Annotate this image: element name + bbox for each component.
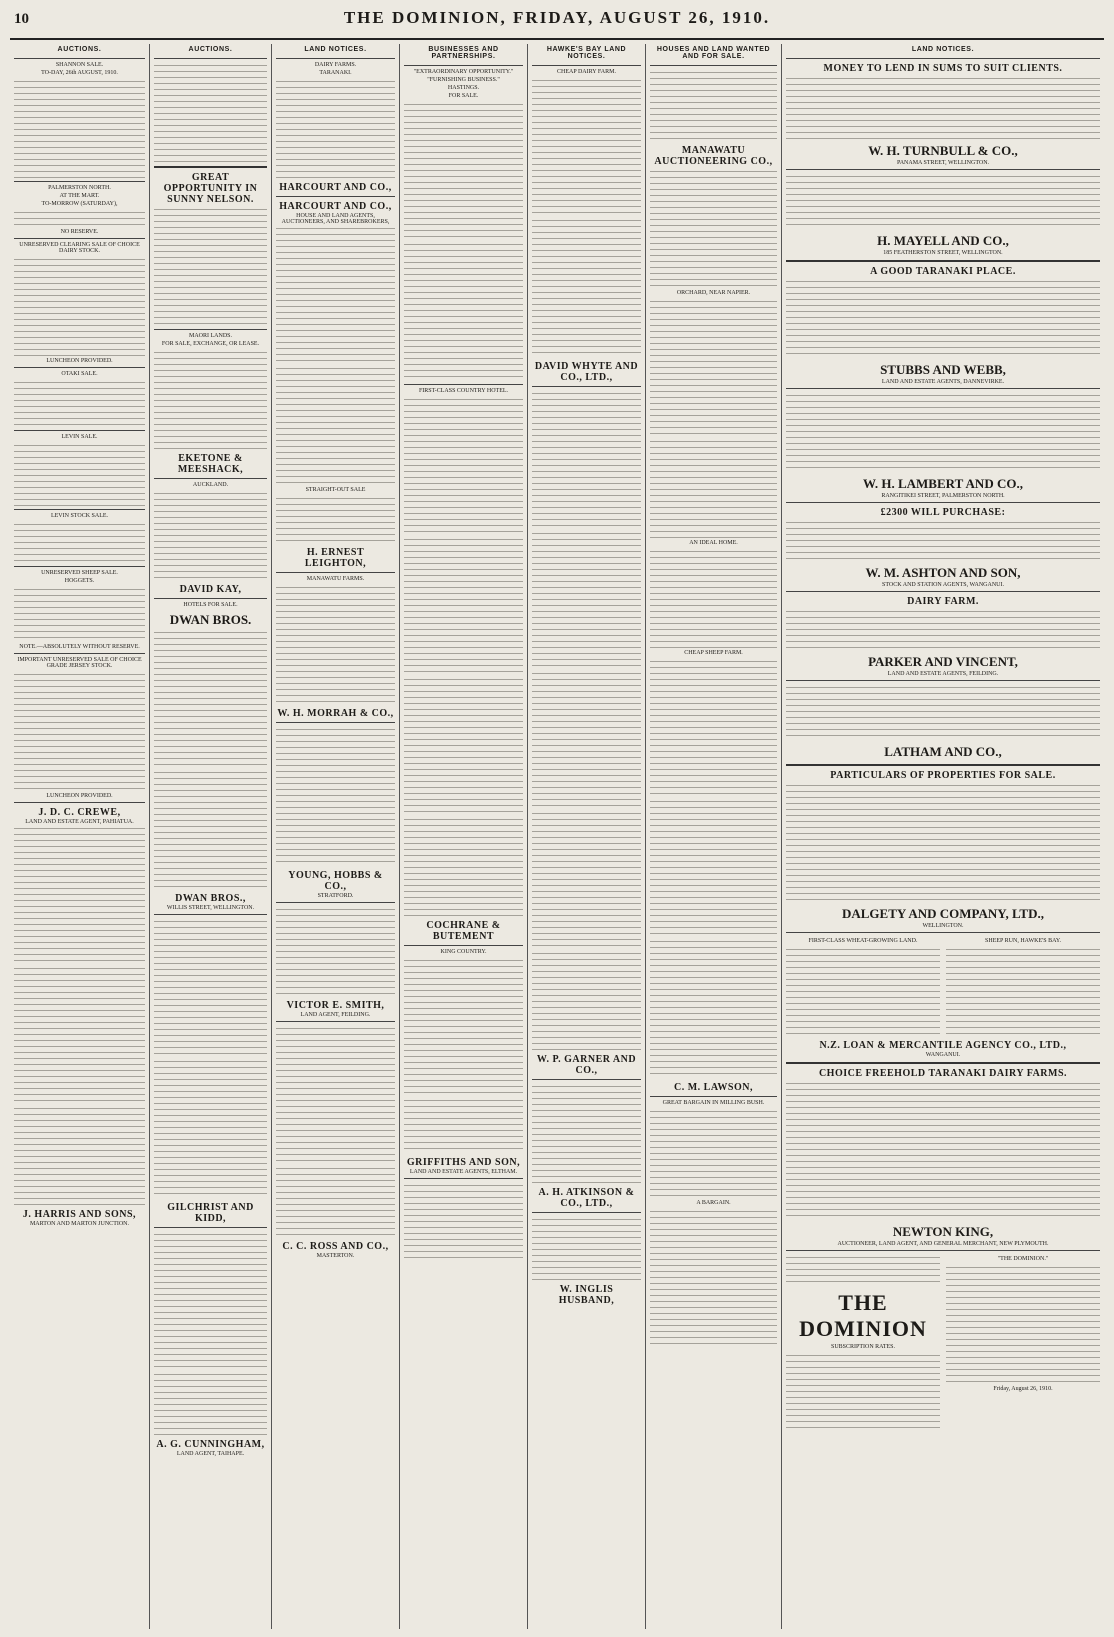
manawatu-farms: MANAWATU FARMS. bbox=[306, 576, 365, 582]
ashton-sub: STOCK AND STATION AGENTS, WANGANUI. bbox=[882, 582, 1004, 588]
column-5 bbox=[528, 44, 646, 1629]
column-7 bbox=[782, 44, 1104, 1629]
furnishing: "FURNISHING BUSINESS." bbox=[427, 77, 500, 83]
extraordinary: "EXTRAORDINARY OPPORTUNITY." bbox=[413, 69, 514, 75]
tomorrow: TO-MORROW (SATURDAY), bbox=[41, 201, 118, 207]
griffiths: GRIFFITHS AND SON, bbox=[406, 1157, 521, 1168]
money-to-lend: MONEY TO LEND IN SUMS TO SUIT CLIENTS. bbox=[823, 63, 1063, 74]
nz-loan: N.Z. LOAN & MERCANTILE AGENCY CO., LTD., bbox=[819, 1040, 1067, 1051]
harcourt-1: HARCOURT AND CO., bbox=[279, 182, 392, 193]
column-2 bbox=[150, 44, 272, 1629]
great-bargain: GREAT BARGAIN IN MILLING BUSH. bbox=[662, 1100, 765, 1106]
col4-header: BUSINESSES AND PARTNERSHIPS. bbox=[428, 46, 499, 60]
lawson: C. M. LAWSON, bbox=[673, 1082, 753, 1093]
col2-header: AUCTIONS. bbox=[188, 46, 233, 53]
cochrane: COCHRANE & BUTEMENT bbox=[426, 920, 501, 942]
hoggets: HOGGETS. bbox=[64, 578, 95, 584]
cheap-dairy-farm: CHEAP DAIRY FARM. bbox=[557, 69, 616, 75]
dwan-sub: WILLIS STREET, WELLINGTON. bbox=[166, 905, 255, 911]
king-country: KING COUNTRY. bbox=[440, 949, 487, 955]
col3-header: LAND NOTICES. bbox=[304, 46, 367, 53]
columns bbox=[10, 44, 1104, 1629]
column-6 bbox=[646, 44, 782, 1629]
straight-out-sale: STRAIGHT-OUT SALE bbox=[305, 487, 366, 493]
young-hobbs: YOUNG, HOBBS & CO., bbox=[288, 870, 383, 892]
cunningham-sub: LAND AGENT, TAIHAPE. bbox=[176, 1451, 245, 1457]
maori-lands: MAORI LANDS. bbox=[188, 333, 232, 339]
for-sale-lease: FOR SALE, EXCHANGE, OR LEASE. bbox=[161, 341, 260, 347]
newton-king: NEWTON KING, bbox=[892, 1224, 994, 1239]
will-purchase: £2300 WILL PURCHASE: bbox=[880, 507, 1006, 518]
ashton: W. M. ASHTON AND SON, bbox=[865, 565, 1021, 580]
mayell-sub: 185 FEATHERSTON STREET, WELLINGTON. bbox=[883, 250, 1003, 256]
garner: W. P. GARNER AND CO., bbox=[536, 1054, 637, 1076]
mayell: H. MAYELL AND CO., bbox=[877, 233, 1009, 248]
young-sub: STRATFORD. bbox=[317, 893, 354, 899]
smith-sub: LAND AGENT, FEILDING. bbox=[300, 1012, 371, 1018]
dairy-farms: DAIRY FARMS. bbox=[314, 62, 357, 68]
orchard: ORCHARD, NEAR NAPIER. bbox=[676, 290, 751, 296]
great-opportunity: GREAT OPPORTUNITY IN SUNNY NELSON. bbox=[163, 172, 258, 205]
otaki-sale: OTAKI SALE. bbox=[61, 371, 98, 377]
hastings: HASTINGS. bbox=[447, 85, 480, 91]
atkinson: A. H. ATKINSON & CO., LTD., bbox=[538, 1187, 635, 1209]
david-kay: DAVID KAY, bbox=[179, 584, 242, 595]
inglis: W. INGLIS HUSBAND, bbox=[558, 1284, 615, 1306]
eketone: EKETONE & MEESHACK, bbox=[177, 453, 244, 475]
date-line: Friday, August 26, 1910. bbox=[993, 1386, 1053, 1392]
crewe-sub: LAND AND ESTATE AGENT, PAHIATUA. bbox=[25, 819, 134, 825]
dairy-farm: DAIRY FARM. bbox=[907, 596, 979, 607]
hotels-for-sale: HOTELS FOR SALE. bbox=[183, 602, 238, 608]
turnbull: W. H. TURNBULL & CO., bbox=[868, 143, 1018, 158]
masthead bbox=[10, 8, 1104, 40]
choice-taranaki: CHOICE FREEHOLD TARANAKI DAIRY FARMS. bbox=[818, 1068, 1068, 1079]
harris-name: J. HARRIS AND SONS, bbox=[22, 1209, 137, 1220]
dalgety-sub: WELLINGTON. bbox=[922, 923, 964, 929]
newton-sub: AUCTIONEER, LAND AGENT, AND GENERAL MERCHANT, NEW PLYMOUTH. bbox=[837, 1241, 1049, 1247]
sheep-sale: UNRESERVED SHEEP SALE. bbox=[41, 570, 118, 576]
at-the-mart: AT THE MART. bbox=[59, 193, 100, 199]
crewe-name: J. D. C. CREWE, bbox=[38, 807, 121, 818]
taranaki: TARANAKI. bbox=[319, 70, 352, 76]
clearing-sale: UNRESERVED CLEARING SALE OF CHOICE DAIRY STOCK. bbox=[19, 242, 140, 254]
parker-vincent: PARKER AND VINCENT, bbox=[868, 654, 1018, 669]
subscription-rates: SUBSCRIPTION RATES. bbox=[830, 1344, 895, 1350]
particulars: PARTICULARS OF PROPERTIES FOR SALE. bbox=[830, 770, 1056, 781]
harris-sub: MARTON AND MARTON JUNCTION. bbox=[29, 1221, 130, 1227]
shannon-date: TO-DAY, 26th AUGUST, 1910. bbox=[41, 70, 118, 76]
leighton: H. ERNEST LEIGHTON, bbox=[304, 547, 367, 569]
note: NOTE.—ABSOLUTELY WITHOUT RESERVE. bbox=[19, 644, 140, 650]
dominion-row bbox=[786, 1254, 1100, 1432]
nz-loan-sub: WANGANUI. bbox=[925, 1052, 961, 1058]
griffiths-sub: LAND AND ESTATE AGENTS, ELTHAM. bbox=[409, 1169, 518, 1175]
stubbs-webb: STUBBS AND WEBB, bbox=[880, 362, 1006, 377]
no-reserve: NO RESERVE. bbox=[60, 229, 99, 235]
levin-sale: LEVIN SALE. bbox=[61, 434, 98, 440]
dwan-top: DWAN BROS. bbox=[169, 612, 252, 627]
country-hotel: FIRST-CLASS COUNTRY HOTEL. bbox=[418, 388, 509, 394]
luncheon-1: LUNCHEON PROVIDED. bbox=[46, 358, 113, 364]
auckland: AUCKLAND. bbox=[192, 482, 229, 488]
palmerston-north: PALMERSTON NORTH. bbox=[48, 185, 111, 191]
lambert-sub: RANGITIKEI STREET, PALMERSTON NORTH. bbox=[881, 493, 1005, 499]
dominion-quote: "THE DOMINION." bbox=[997, 1256, 1049, 1262]
luncheon-2: LUNCHEON PROVIDED. bbox=[46, 793, 113, 799]
taranaki-place: A GOOD TARANAKI PLACE. bbox=[870, 266, 1016, 277]
cheap-sheep-farm: CHEAP SHEEP FARM. bbox=[684, 650, 743, 656]
dwan-bros: DWAN BROS., bbox=[175, 893, 246, 904]
lambert: W. H. LAMBERT AND CO., bbox=[863, 476, 1023, 491]
ross-sub: MASTERTON. bbox=[316, 1253, 355, 1259]
turnbull-sub: PANAMA STREET, WELLINGTON. bbox=[896, 160, 990, 166]
wheat-land: FIRST-CLASS WHEAT-GROWING LAND. bbox=[808, 938, 918, 944]
cunningham: A. G. CUNNINGHAM, bbox=[156, 1439, 265, 1450]
stubbs-sub: LAND AND ESTATE AGENTS, DANNEVIRKE. bbox=[881, 379, 1005, 385]
harcourt-sub: HOUSE AND LAND AGENTS, AUCTIONEERS, AND SHAREBROKERS, bbox=[281, 213, 390, 225]
a-bargain: A BARGAIN. bbox=[696, 1200, 731, 1206]
col6-header: HOUSES AND LAND WANTED AND FOR SALE. bbox=[656, 46, 771, 60]
dalgety: DALGETY AND COMPANY, LTD., bbox=[841, 906, 1044, 921]
paper-title: THE DOMINION, FRIDAY, AUGUST 26, 1910. bbox=[343, 8, 771, 27]
column-4 bbox=[400, 44, 528, 1629]
manawatu-auctioneering: MANAWATU AUCTIONEERING CO., bbox=[654, 145, 773, 167]
col5-header: HAWKE'S BAY LAND NOTICES. bbox=[546, 46, 627, 60]
levin-stock-sale: LEVIN STOCK SALE. bbox=[50, 513, 109, 519]
column-1 bbox=[10, 44, 150, 1629]
ideal-home: AN IDEAL HOME. bbox=[689, 540, 738, 546]
harcourt-2: HARCOURT AND CO., bbox=[279, 201, 392, 212]
sheep-run: SHEEP RUN, HAWKE'S BAY. bbox=[985, 938, 1061, 944]
wheat-sheep-row bbox=[786, 936, 1100, 1036]
gilchrist-kidd: GILCHRIST AND KIDD, bbox=[167, 1202, 254, 1224]
david-whyte: DAVID WHYTE AND CO., LTD., bbox=[534, 361, 639, 383]
ross: C. C. ROSS AND CO., bbox=[282, 1241, 389, 1252]
parker-sub: LAND AND ESTATE AGENTS, FEILDING. bbox=[887, 671, 999, 677]
dominion-title: THE DOMINION bbox=[799, 1290, 927, 1341]
latham: LATHAM AND CO., bbox=[884, 744, 1002, 759]
morrah: W. H. MORRAH & CO., bbox=[277, 708, 394, 719]
col7-header: LAND NOTICES. bbox=[911, 46, 975, 53]
jersey-sale: IMPORTANT UNRESERVED SALE OF CHOICE GRADE JERSEY STOCK. bbox=[17, 657, 142, 669]
col1-header: AUCTIONS. bbox=[57, 46, 102, 53]
page-number: 10 bbox=[14, 11, 29, 27]
for-sale: FOR SALE. bbox=[448, 93, 479, 99]
column-3 bbox=[272, 44, 400, 1629]
victor-smith: VICTOR E. SMITH, bbox=[286, 1000, 385, 1011]
shannon-sale: SHANNON SALE. bbox=[55, 62, 104, 68]
